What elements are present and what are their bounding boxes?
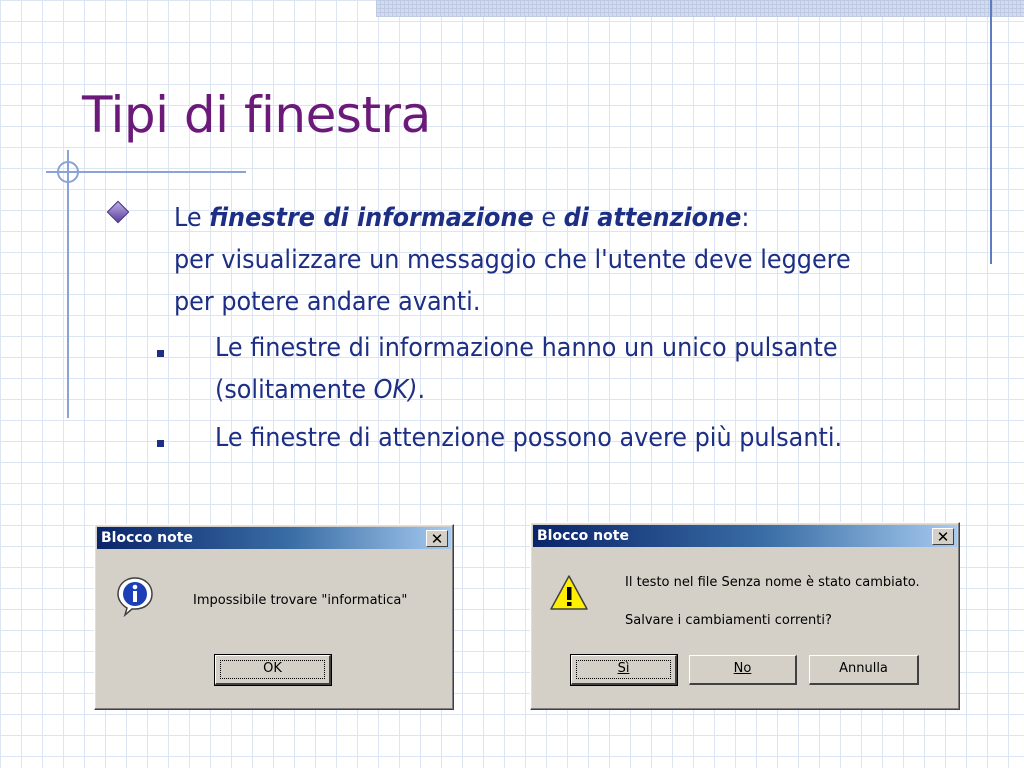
bullet-colon: : — [741, 203, 750, 233]
warning-dialog-title: Blocco note — [537, 528, 629, 544]
sub-bullet-1-end: . — [417, 375, 426, 405]
term-di-attenzione: di attenzione — [563, 203, 742, 233]
term-finestre-informazione: finestre di informazione — [209, 203, 534, 233]
main-bullet-text — [174, 197, 855, 323]
warning-icon — [549, 573, 589, 613]
warning-dialog-close-button[interactable]: ✕ — [932, 528, 954, 545]
warning-dialog — [530, 522, 960, 710]
info-dialog — [94, 524, 454, 710]
no-button-label: No — [733, 661, 752, 676]
bullet-rest: per visualizzare un messaggio che l'utente deve leggere per potere andare avanti. — [174, 245, 851, 317]
sub-bullet-1-ok: OK) — [373, 375, 418, 405]
cancel-button[interactable] — [809, 655, 919, 685]
info-dialog-close-button[interactable]: ✕ — [426, 530, 448, 547]
ok-button[interactable] — [215, 655, 331, 685]
info-dialog-title: Blocco note — [101, 530, 193, 546]
no-button[interactable] — [689, 655, 797, 685]
info-dialog-titlebar[interactable] — [97, 527, 451, 549]
sub-bullet-2-text: Le finestre di attenzione possono avere più pulsanti. — [215, 423, 843, 453]
bullet-conj: e — [533, 203, 564, 233]
info-icon — [115, 575, 155, 617]
decorative-vertical-line-right — [990, 0, 992, 264]
sub-bullet-1-text: Le finestre di informazione hanno un unico pulsante (solitamente — [215, 333, 838, 405]
cancel-button-label: Annulla — [839, 661, 888, 676]
ok-button-label: OK — [263, 661, 282, 676]
sub-bullet-2 — [215, 417, 877, 459]
yes-button-label: Sì — [617, 661, 630, 676]
yes-button[interactable] — [571, 655, 677, 685]
decorative-circle — [57, 161, 79, 183]
warning-dialog-message-2: Salvare i cambiamenti correnti? — [625, 613, 832, 628]
warning-dialog-titlebar[interactable] — [533, 525, 957, 547]
decorative-vertical-line-left — [67, 150, 69, 418]
square-bullet-icon — [157, 440, 164, 447]
warning-dialog-message-1: Il testo nel file Senza nome è stato cambiato. — [625, 575, 920, 590]
slide-title: Tipi di finestra — [82, 86, 431, 144]
square-bullet-icon — [157, 350, 164, 357]
sub-bullet-1 — [215, 327, 877, 411]
bullet-prefix: Le — [174, 203, 210, 233]
info-dialog-message: Impossibile trovare "informatica" — [193, 593, 408, 608]
decorative-top-band — [376, 0, 1024, 17]
diamond-bullet-icon — [107, 201, 130, 224]
